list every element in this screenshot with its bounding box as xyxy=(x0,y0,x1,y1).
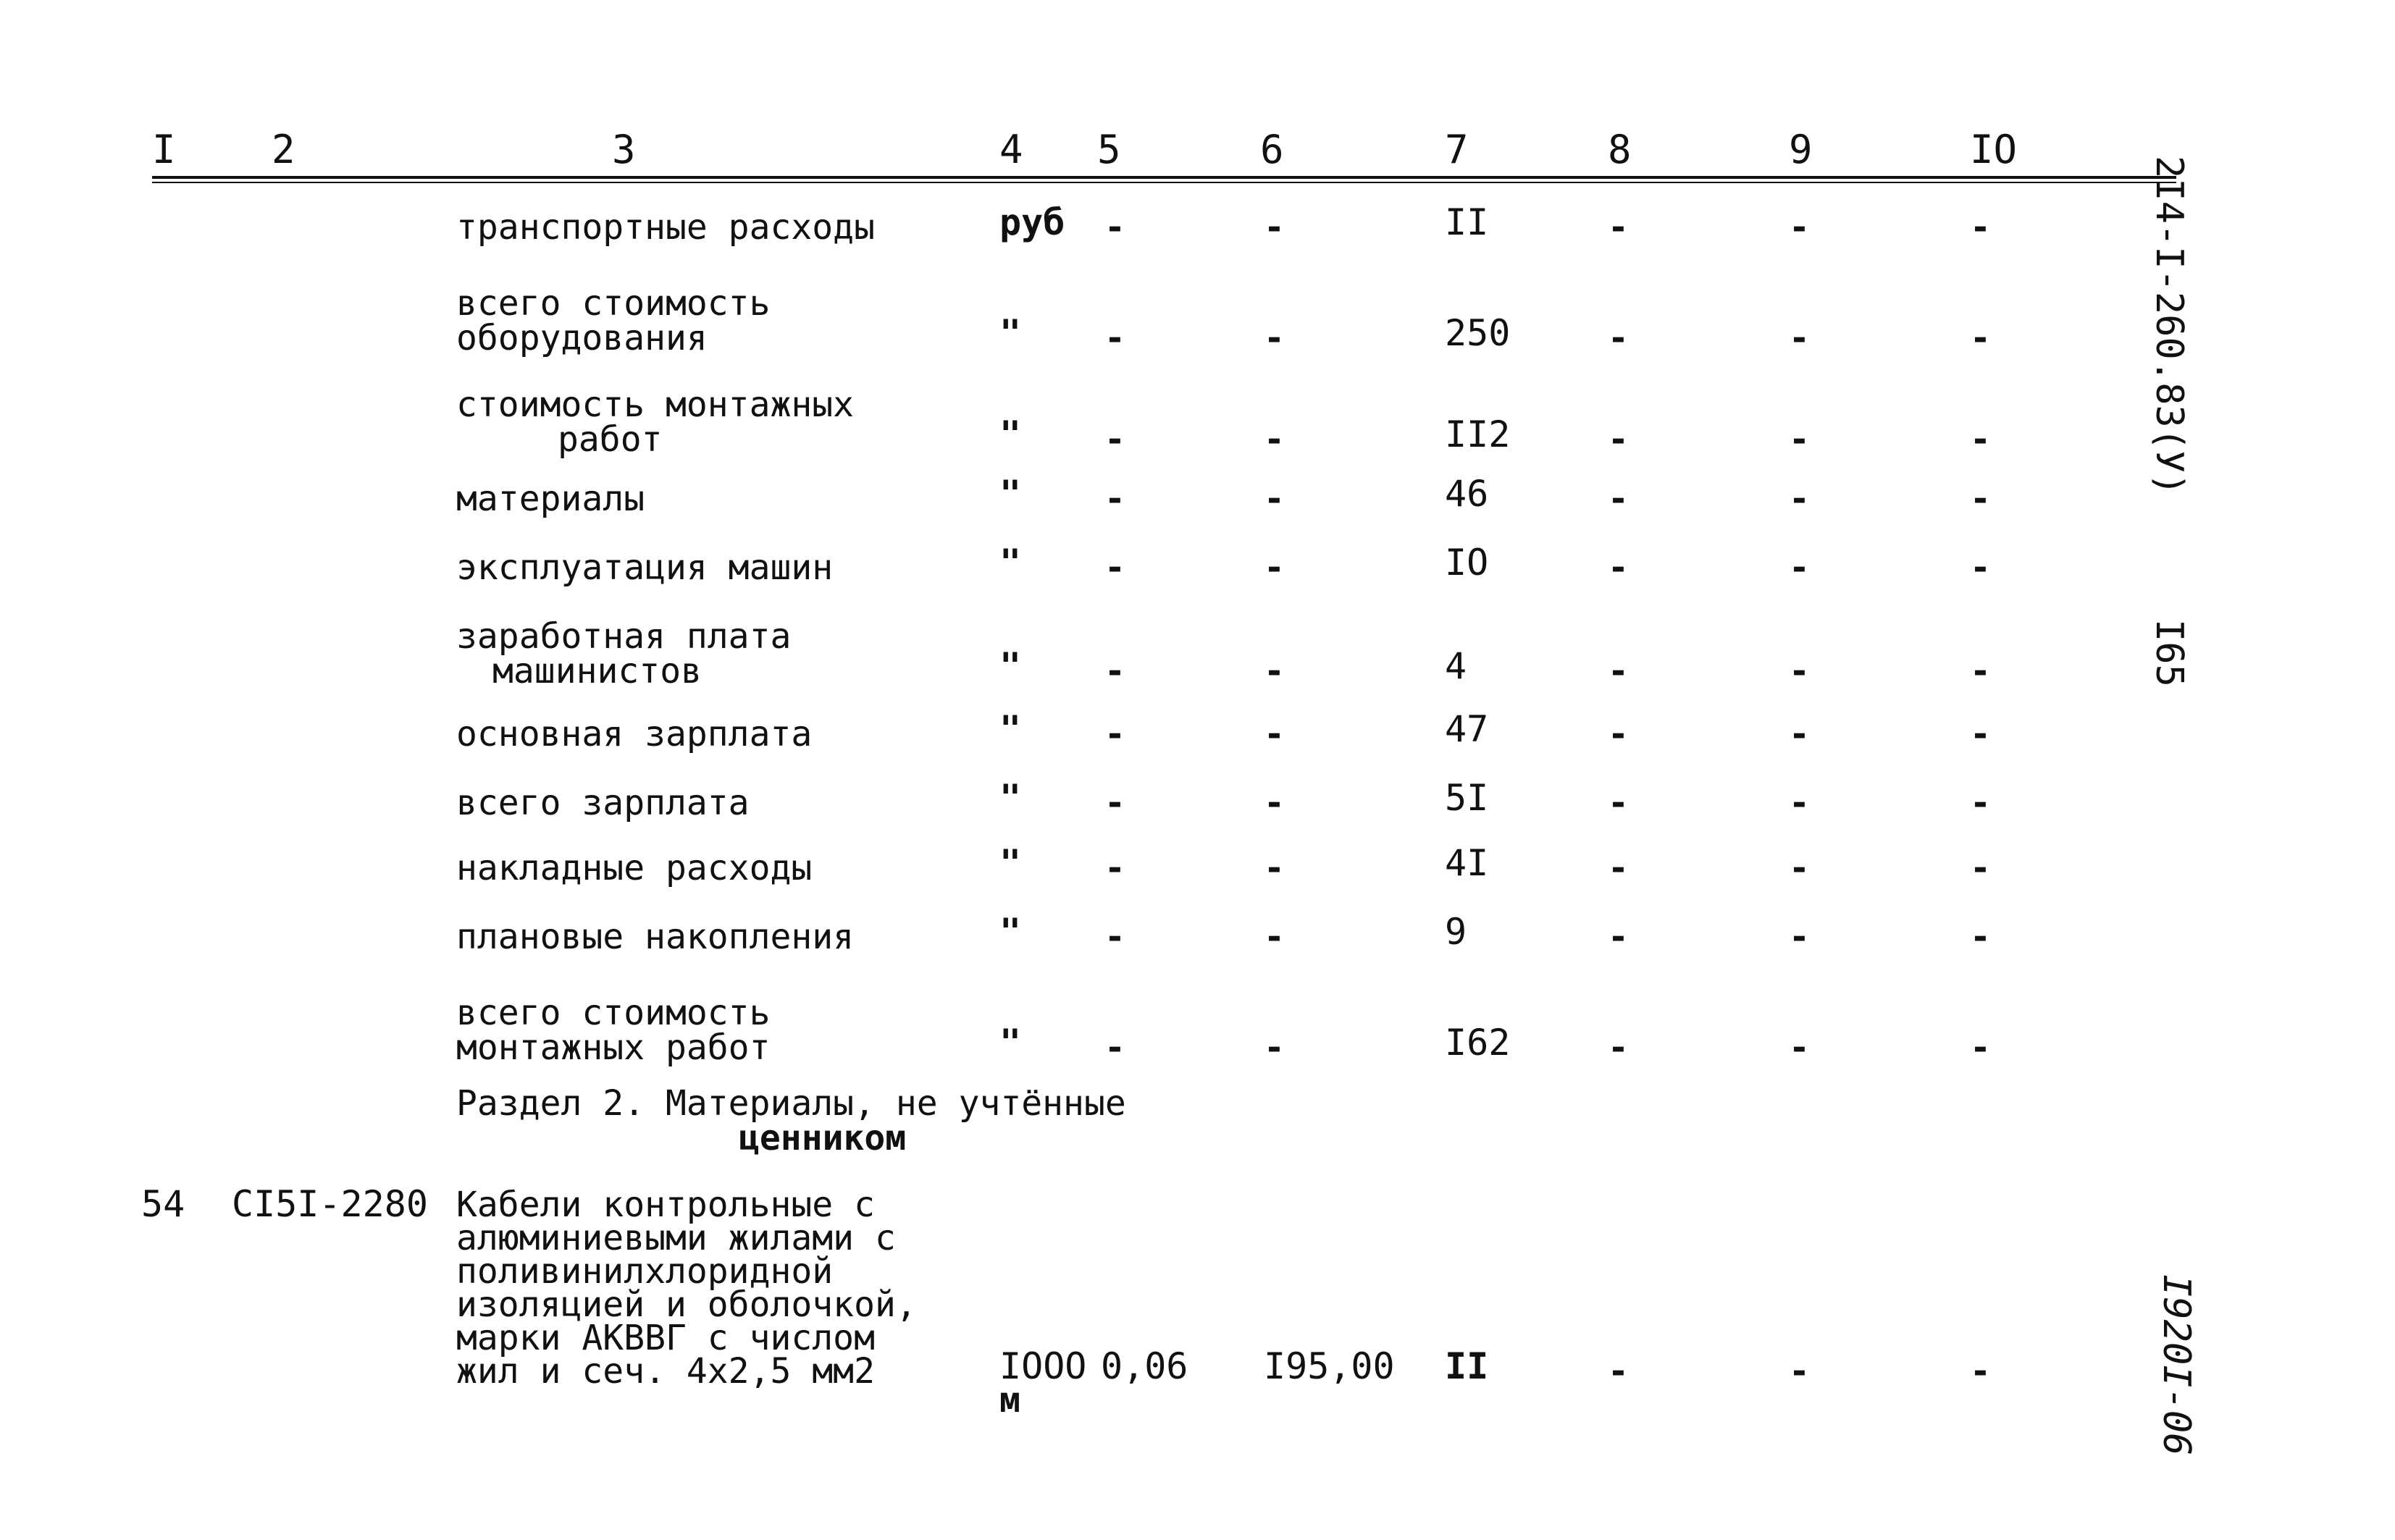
item-dash-c9: - xyxy=(1789,1351,1810,1392)
row-label-line: основная зарплата xyxy=(456,714,813,754)
row-dash-c10: - xyxy=(1970,651,1991,691)
row-dash-c10: - xyxy=(1970,207,1991,248)
side-doc-code: 2I4-I-260.83(У) xyxy=(2147,156,2191,496)
row-dash-c10: - xyxy=(1970,419,1991,460)
row-value-col7: 9 xyxy=(1445,911,1467,953)
row-label-line: монтажных работ xyxy=(456,1027,771,1068)
row-dash-c5: - xyxy=(1104,318,1125,358)
row-value-col7: 47 xyxy=(1445,708,1489,750)
row-dash-c6: - xyxy=(1264,848,1285,888)
row-dash-c8: - xyxy=(1608,547,1629,588)
row-dash-c9: - xyxy=(1789,1027,1810,1068)
column-header-10: IO xyxy=(1970,127,2018,172)
item-code: CI5I-2280 xyxy=(232,1183,428,1225)
row-label-line: транспортные расходы xyxy=(456,207,875,248)
row-dash-c9: - xyxy=(1789,207,1810,248)
row-label-line: материалы xyxy=(456,479,645,519)
row-dash-c8: - xyxy=(1608,651,1629,691)
item-number: 54 xyxy=(141,1183,185,1225)
row-dash-c10: - xyxy=(1970,848,1991,888)
row-dash-c8: - xyxy=(1608,318,1629,358)
row-dash-c5: - xyxy=(1104,651,1125,691)
row-dash-c5: - xyxy=(1104,714,1125,754)
section-title-line1: Раздел 2. Материалы, не учтённые xyxy=(456,1083,1126,1124)
row-value-col7: 4 xyxy=(1445,645,1467,687)
row-label-line: заработная плата xyxy=(456,616,792,657)
row-dash-c8: - xyxy=(1608,848,1629,888)
header-rule xyxy=(152,176,2176,179)
column-header-5: 5 xyxy=(1097,127,1121,172)
row-value-col7: I62 xyxy=(1445,1022,1511,1064)
item-value-col7: II xyxy=(1445,1345,1489,1387)
row-dash-c10: - xyxy=(1970,1027,1991,1068)
column-header-7: 7 xyxy=(1445,127,1469,172)
row-dash-c9: - xyxy=(1789,547,1810,588)
column-header-8: 8 xyxy=(1608,127,1632,172)
row-dash-c8: - xyxy=(1608,479,1629,519)
header-rule-thin xyxy=(152,182,2176,183)
row-dash-c6: - xyxy=(1264,714,1285,754)
row-dash-c6: - xyxy=(1264,207,1285,248)
row-unit: " xyxy=(999,312,1022,354)
row-label-line: всего стоимость xyxy=(456,283,771,324)
row-dash-c6: - xyxy=(1264,547,1285,588)
row-dash-c8: - xyxy=(1608,917,1629,957)
row-value-col7: 46 xyxy=(1445,473,1489,515)
item-desc-line: Кабели контрольные с xyxy=(456,1185,875,1225)
item-desc-line: жил и сеч. 4х2,5 мм2 xyxy=(456,1351,875,1392)
row-label-line: работ xyxy=(558,419,663,460)
row-dash-c9: - xyxy=(1789,651,1810,691)
item-value-col5: 0,06 xyxy=(1101,1345,1188,1387)
row-label-line: машинистов xyxy=(492,651,702,691)
row-label-line: эксплуатация машин xyxy=(456,547,834,588)
row-dash-c5: - xyxy=(1104,207,1125,248)
row-unit: " xyxy=(999,473,1022,515)
row-unit: " xyxy=(999,645,1022,687)
row-dash-c10: - xyxy=(1970,547,1991,588)
row-dash-c5: - xyxy=(1104,848,1125,888)
row-dash-c9: - xyxy=(1789,917,1810,957)
column-header-6: 6 xyxy=(1260,127,1284,172)
row-dash-c6: - xyxy=(1264,479,1285,519)
row-label-line: стоимость монтажных xyxy=(456,384,855,425)
column-header-9: 9 xyxy=(1789,127,1813,172)
side-inventory-number: I920I-06 xyxy=(2155,1274,2198,1456)
row-dash-c10: - xyxy=(1970,318,1991,358)
row-dash-c8: - xyxy=(1608,207,1629,248)
row-label-line: всего зарплата xyxy=(456,783,750,823)
row-dash-c9: - xyxy=(1789,714,1810,754)
row-label-line: всего стоимость xyxy=(456,993,771,1033)
row-unit: " xyxy=(999,708,1022,750)
row-dash-c10: - xyxy=(1970,783,1991,823)
row-dash-c8: - xyxy=(1608,419,1629,460)
row-dash-c6: - xyxy=(1264,783,1285,823)
row-label-line: оборудования xyxy=(456,318,708,358)
item-dash-c10: - xyxy=(1970,1351,1991,1392)
section-title-line2: ценником xyxy=(739,1118,907,1158)
row-dash-c5: - xyxy=(1104,547,1125,588)
column-header-2: 2 xyxy=(272,127,295,172)
item-unit-qty: IOOO xyxy=(999,1345,1087,1387)
row-unit: " xyxy=(999,1022,1022,1064)
row-value-col7: 250 xyxy=(1445,312,1511,354)
item-unit-measure: м xyxy=(999,1380,1020,1421)
row-unit: руб xyxy=(999,201,1065,243)
row-label-line: плановые накопления xyxy=(456,917,855,957)
row-dash-c9: - xyxy=(1789,783,1810,823)
row-dash-c9: - xyxy=(1789,848,1810,888)
row-unit: " xyxy=(999,413,1022,455)
row-unit: " xyxy=(999,842,1022,884)
row-dash-c5: - xyxy=(1104,419,1125,460)
item-value-col6: I95,00 xyxy=(1264,1345,1395,1387)
row-unit: " xyxy=(999,542,1022,584)
row-dash-c5: - xyxy=(1104,783,1125,823)
row-dash-c8: - xyxy=(1608,783,1629,823)
column-header-4: 4 xyxy=(999,127,1023,172)
row-dash-c5: - xyxy=(1104,1027,1125,1068)
row-dash-c9: - xyxy=(1789,419,1810,460)
item-desc-line: изоляцией и оболочкой, xyxy=(456,1284,917,1325)
row-unit: " xyxy=(999,777,1022,819)
row-value-col7: II xyxy=(1445,201,1489,243)
row-value-col7: IO xyxy=(1445,542,1489,584)
row-dash-c9: - xyxy=(1789,318,1810,358)
row-dash-c6: - xyxy=(1264,419,1285,460)
item-desc-line: марки АКВВГ с числом xyxy=(456,1318,875,1358)
row-dash-c8: - xyxy=(1608,714,1629,754)
row-dash-c9: - xyxy=(1789,479,1810,519)
row-value-col7: II2 xyxy=(1445,413,1511,455)
row-value-col7: 4I xyxy=(1445,842,1489,884)
row-dash-c5: - xyxy=(1104,917,1125,957)
item-dash-c8: - xyxy=(1608,1351,1629,1392)
row-dash-c8: - xyxy=(1608,1027,1629,1068)
item-desc-line: поливинилхлоридной xyxy=(456,1251,834,1292)
item-desc-line: алюминиевыми жилами с xyxy=(456,1218,896,1258)
row-dash-c10: - xyxy=(1970,479,1991,519)
row-dash-c10: - xyxy=(1970,714,1991,754)
column-header-1: I xyxy=(152,127,176,172)
row-label-line: накладные расходы xyxy=(456,848,813,888)
row-dash-c6: - xyxy=(1264,318,1285,358)
row-value-col7: 5I xyxy=(1445,777,1489,819)
side-page-number: I65 xyxy=(2147,619,2191,687)
row-dash-c6: - xyxy=(1264,651,1285,691)
row-unit: " xyxy=(999,911,1022,953)
column-header-3: 3 xyxy=(612,127,636,172)
row-dash-c5: - xyxy=(1104,479,1125,519)
row-dash-c6: - xyxy=(1264,1027,1285,1068)
row-dash-c6: - xyxy=(1264,917,1285,957)
row-dash-c10: - xyxy=(1970,917,1991,957)
